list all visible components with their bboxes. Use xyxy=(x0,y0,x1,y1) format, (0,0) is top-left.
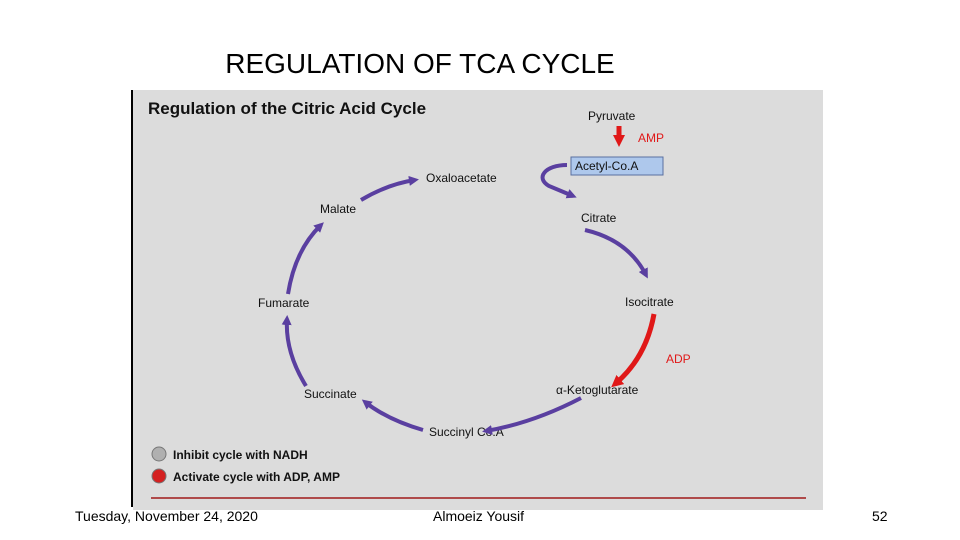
adp-label: ADP xyxy=(666,352,691,366)
activate-legend-dot xyxy=(152,469,166,483)
inhibit-legend-dot xyxy=(152,447,166,461)
pyruvate-label: Pyruvate xyxy=(588,109,636,123)
alpha-ketoglutarate-label: α-Ketoglutarate xyxy=(556,383,639,397)
footer-date: Tuesday, November 24, 2020 xyxy=(75,508,258,524)
inhibit-legend-label: Inhibit cycle with NADH xyxy=(173,448,308,462)
figure-background xyxy=(133,90,823,510)
amp-label: AMP xyxy=(638,131,665,145)
malate-label: Malate xyxy=(320,202,357,216)
fumarate-label: Fumarate xyxy=(258,296,310,310)
figure-heading: Regulation of the Citric Acid Cycle xyxy=(148,99,427,118)
tca-cycle-figure xyxy=(133,90,823,510)
acetyl-coa-label: Acetyl-Co.A xyxy=(575,159,639,173)
isocitrate-label: Isocitrate xyxy=(625,295,674,309)
citrate-label: Citrate xyxy=(581,211,617,225)
footer-page-number: 52 xyxy=(872,508,888,524)
tca-cycle-diagram xyxy=(133,90,823,510)
slide-title: REGULATION OF TCA CYCLE xyxy=(225,48,615,79)
succinate-label: Succinate xyxy=(304,387,357,401)
footer-author: Almoeiz Yousif xyxy=(433,508,525,524)
activate-legend-label: Activate cycle with ADP, AMP xyxy=(173,470,340,484)
oxaloacetate-label: Oxaloacetate xyxy=(426,171,497,185)
succinyl-coa-label: Succinyl Co.A xyxy=(429,425,504,439)
